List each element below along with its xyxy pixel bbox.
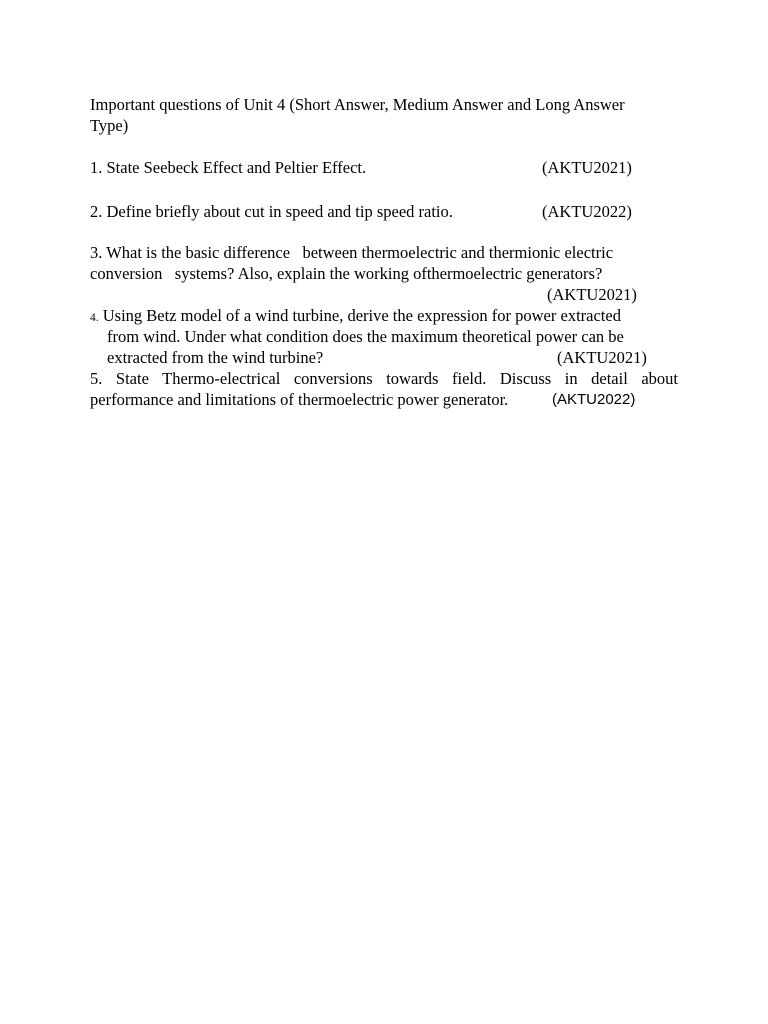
question-2-tag: (AKTU2022) [542, 202, 632, 221]
heading-line-2: Type) [90, 116, 129, 135]
question-4-line-2: from wind. Under what condition does the maximum theoretical power can be [107, 327, 624, 346]
heading-line-1: Important questions of Unit 4 (Short Answer, Medium Answer and Long Answer [90, 95, 625, 114]
question-4-line-3: extracted from the wind turbine? [107, 348, 324, 367]
question-4-number: 4. [90, 312, 99, 324]
question-1-text: 1. State Seebeck Effect and Peltier Effect. [90, 158, 367, 177]
question-5-line-1: 5. State Thermo-electrical conversions towards field. Discuss in detail about [90, 369, 678, 388]
question-4-line-1-text: Using Betz model of a wind turbine, derive the expression for power extracted [98, 306, 621, 325]
question-2-text: 2. Define briefly about cut in speed and tip speed ratio. [90, 202, 453, 221]
question-5-line-2: performance and limitations of thermoelectric power generator. [90, 390, 509, 409]
question-3-tag: (AKTU2021) [547, 285, 637, 304]
question-4-tag: (AKTU2021) [557, 348, 647, 367]
question-3-line-1: 3. What is the basic difference between thermoelectric and thermionic electric [90, 243, 614, 262]
question-1-tag: (AKTU2021) [542, 158, 632, 177]
question-5-tag: (AKTU2022) [552, 391, 636, 408]
question-3-line-2: conversion systems? Also, explain the working ofthermoelectric generators? [90, 264, 603, 283]
